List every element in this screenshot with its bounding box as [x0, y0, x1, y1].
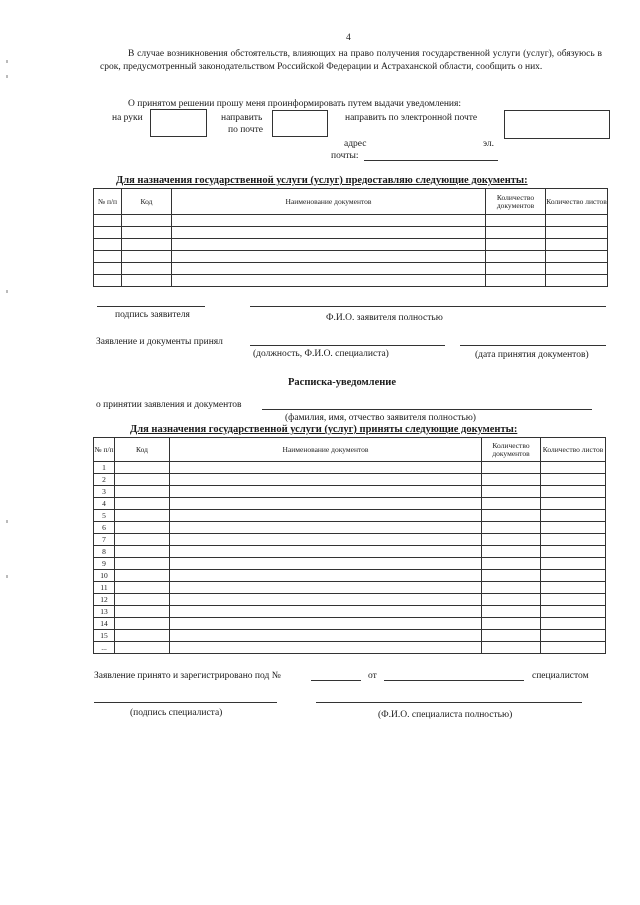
table-row[interactable]: 3	[94, 486, 606, 498]
documents-accepted-table	[93, 437, 606, 654]
registration-label: Заявление принято и зарегистрировано под №	[94, 671, 281, 681]
registration-number-field[interactable]	[311, 680, 361, 681]
table-row[interactable]	[94, 227, 608, 239]
table-row[interactable]: ...	[94, 642, 606, 654]
applicant-fio-caption: Ф.И.О. заявителя полностью	[326, 313, 443, 323]
accept-date-line[interactable]	[460, 345, 606, 346]
table-header-row	[94, 189, 608, 215]
registration-by-label: специалистом	[532, 671, 589, 681]
intro-paragraph: В случае возникновения обстоятельств, влияющих на право получения государственной услуги (услуг), обязуюсь в срок, предусмотренный законодательством Российской Федерации и Астраханской области, сообщить о них.	[100, 49, 602, 72]
specialist-fio-caption: (Ф.И.О. специалиста полностью)	[378, 710, 513, 720]
table-row[interactable]: 12	[94, 594, 606, 606]
table-row[interactable]: 15	[94, 630, 606, 642]
table-row[interactable]: 13	[94, 606, 606, 618]
address-label-2: почты:	[331, 151, 359, 161]
table-row[interactable]: 1	[94, 462, 606, 474]
receipt-table-title: Для назначения государственной услуги (услуг) приняты следующие документы:	[130, 424, 518, 435]
header-name: Наименование документов	[172, 189, 486, 215]
documents-provided-table	[93, 188, 608, 287]
table-row[interactable]: 7	[94, 534, 606, 546]
position-fio-caption: (должность, Ф.И.О. специалиста)	[253, 349, 389, 359]
table-row[interactable]: 10	[94, 570, 606, 582]
table-row[interactable]	[94, 263, 608, 275]
table-row[interactable]	[94, 251, 608, 263]
table-row[interactable]	[94, 275, 608, 287]
scan-mark	[6, 575, 8, 578]
page-number: 4	[346, 33, 351, 43]
option-email-label: направить по электронной почте	[345, 113, 478, 123]
applicant-signature-caption: подпись заявителя	[115, 310, 190, 320]
header-num: № п/п	[94, 189, 122, 215]
header-num: № п/п	[94, 438, 115, 462]
header-qty-docs: Количество документов	[486, 189, 546, 215]
specialist-signature-caption: (подпись специалиста)	[130, 708, 223, 718]
registration-from-label: от	[368, 671, 377, 681]
scan-mark	[6, 520, 8, 523]
table-row[interactable]: 5	[94, 510, 606, 522]
table-row[interactable]: 4	[94, 498, 606, 510]
accept-date-caption: (дата принятия документов)	[475, 350, 589, 360]
applicant-name-caption: (фамилия, имя, отчество заявителя полностью)	[285, 413, 476, 423]
header-qty-sheets: Количество листов	[546, 189, 608, 215]
option-mail-checkbox[interactable]	[272, 110, 328, 137]
option-hand-label: на руки	[112, 113, 143, 123]
specialist-fio-line[interactable]	[316, 702, 582, 703]
scan-mark	[6, 75, 8, 78]
option-email-checkbox[interactable]	[504, 110, 610, 139]
option-mail-label-1: направить	[221, 113, 263, 123]
email-address-field[interactable]	[364, 160, 498, 161]
scan-mark	[6, 290, 8, 293]
address-label-1: адрес	[344, 139, 367, 149]
table-row[interactable]	[94, 239, 608, 251]
address-suffix: эл.	[483, 139, 495, 149]
table-row[interactable]: 11	[94, 582, 606, 594]
header-name: Наименование документов	[170, 438, 482, 462]
header-code: Код	[122, 189, 172, 215]
receipt-title: Расписка-уведомление	[288, 377, 396, 388]
header-qty-docs: Количество документов	[482, 438, 541, 462]
applicant-fio-line[interactable]	[250, 306, 606, 307]
specialist-signature-line[interactable]	[94, 702, 277, 703]
notify-line: О принятом решении прошу меня проинформировать путем выдачи уведомления:	[128, 99, 462, 109]
scan-mark	[6, 60, 8, 63]
applicant-name-line[interactable]	[262, 409, 592, 410]
receipt-about: о принятии заявления и документов	[96, 400, 242, 410]
option-hand-checkbox[interactable]	[150, 109, 207, 137]
header-code: Код	[115, 438, 170, 462]
specialist-position-line[interactable]	[250, 345, 445, 346]
table-row[interactable]: 2	[94, 474, 606, 486]
header-qty-sheets: Количество листов	[541, 438, 606, 462]
table-row[interactable]: 9	[94, 558, 606, 570]
section1-title: Для назначения государственной услуги (услуг) предоставляю следующие документы:	[116, 175, 528, 186]
option-mail-label-2: по почте	[228, 125, 263, 135]
applicant-signature-line[interactable]	[97, 306, 205, 307]
registration-date-field[interactable]	[384, 680, 524, 681]
table-row[interactable]: 14	[94, 618, 606, 630]
table-row[interactable]: 6	[94, 522, 606, 534]
accepted-by-label: Заявление и документы принял	[96, 337, 223, 347]
table-header-row	[94, 438, 606, 462]
table-row[interactable]: 8	[94, 546, 606, 558]
table-row[interactable]	[94, 215, 608, 227]
